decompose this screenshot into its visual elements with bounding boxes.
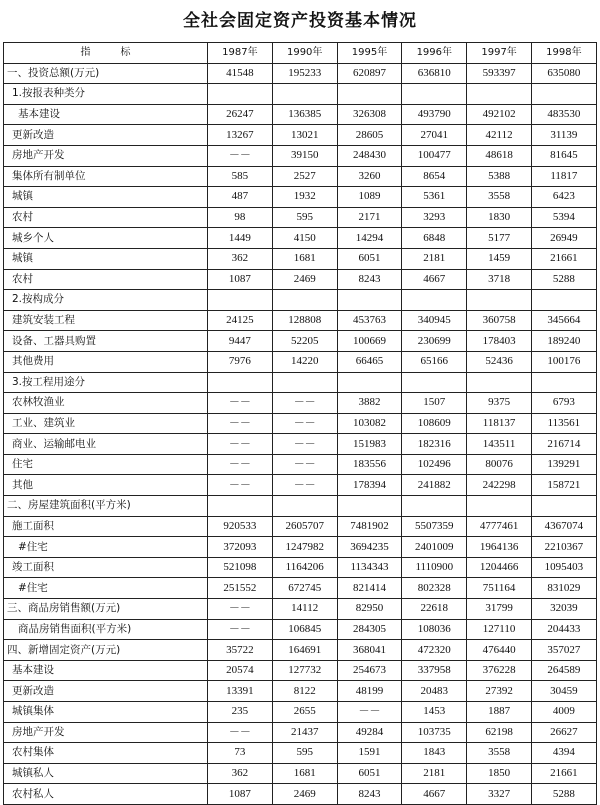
- table-row: [4, 310, 597, 331]
- table-cell: 143511: [467, 434, 532, 455]
- table-cell: 189240: [531, 331, 596, 352]
- table-cell: 483530: [531, 104, 596, 125]
- table-cell: [402, 290, 467, 311]
- table-cell: 521098: [208, 557, 273, 578]
- table-cell: [272, 372, 337, 393]
- table-cell: 2527: [272, 166, 337, 187]
- row-label: 商品房销售面积(平方米): [4, 619, 208, 640]
- table-row: [4, 228, 597, 249]
- table-cell: [531, 84, 596, 105]
- table-cell: 1247982: [272, 537, 337, 558]
- table-cell: 65166: [402, 351, 467, 372]
- row-label: #住宅: [4, 578, 208, 599]
- table-cell: [272, 290, 337, 311]
- row-label: 城镇私人: [4, 763, 208, 784]
- row-label: 城镇: [4, 248, 208, 269]
- table-cell: [337, 290, 402, 311]
- table-cell: 5288: [531, 269, 596, 290]
- table-cell: 9447: [208, 331, 273, 352]
- table-cell: 136385: [272, 104, 337, 125]
- table-cell: －－: [208, 619, 273, 640]
- row-label: 3.按工程用途分: [4, 372, 208, 393]
- table-cell: [208, 496, 273, 517]
- table-cell: 31139: [531, 125, 596, 146]
- table-cell: [337, 496, 402, 517]
- table-cell: 164691: [272, 640, 337, 661]
- row-label: 施工面积: [4, 516, 208, 537]
- table-cell: 487: [208, 187, 273, 208]
- table-cell: 254673: [337, 660, 402, 681]
- table-cell: 376228: [467, 660, 532, 681]
- table-cell: 22618: [402, 599, 467, 620]
- table-row: [4, 702, 597, 723]
- table-cell: 284305: [337, 619, 402, 640]
- table-cell: 103735: [402, 722, 467, 743]
- row-label: 建筑安装工程: [4, 310, 208, 331]
- table-cell: 1681: [272, 248, 337, 269]
- table-cell: 831029: [531, 578, 596, 599]
- table-cell: 242298: [467, 475, 532, 496]
- table-row: [4, 557, 597, 578]
- table-cell: 1134343: [337, 557, 402, 578]
- page-title: 全社会固定资产投资基本情况: [183, 11, 417, 31]
- table-row: [4, 351, 597, 372]
- table-row: [4, 393, 597, 414]
- table-cell: 35722: [208, 640, 273, 661]
- table-cell: 2401009: [402, 537, 467, 558]
- table-cell: －－: [208, 145, 273, 166]
- table-cell: 183556: [337, 454, 402, 475]
- table-cell: 113561: [531, 413, 596, 434]
- table-cell: 3718: [467, 269, 532, 290]
- row-label: 房地产开发: [4, 722, 208, 743]
- row-label: 更新改造: [4, 681, 208, 702]
- table-cell: 493790: [402, 104, 467, 125]
- table-row: [4, 578, 597, 599]
- row-label: 城镇: [4, 187, 208, 208]
- table-cell: 248430: [337, 145, 402, 166]
- row-label: 城乡个人: [4, 228, 208, 249]
- table-cell: 636810: [402, 63, 467, 84]
- table-row: [4, 290, 597, 311]
- table-cell: 1087: [208, 784, 273, 805]
- table-cell: 6051: [337, 248, 402, 269]
- table-cell: 9375: [467, 393, 532, 414]
- table-cell: 106845: [272, 619, 337, 640]
- row-label: 工业、建筑业: [4, 413, 208, 434]
- year-header: 1995年: [337, 43, 402, 64]
- table-cell: [208, 372, 273, 393]
- table-cell: 182316: [402, 434, 467, 455]
- table-cell: 3558: [467, 743, 532, 764]
- row-label: 农村集体: [4, 743, 208, 764]
- table-cell: 362: [208, 763, 273, 784]
- table-cell: 27041: [402, 125, 467, 146]
- table-cell: [272, 496, 337, 517]
- table-cell: 635080: [531, 63, 596, 84]
- year-header: 1997年: [467, 43, 532, 64]
- row-label: 四、新增固定资产(万元): [4, 640, 208, 661]
- table-cell: 1164206: [272, 557, 337, 578]
- table-cell: 360758: [467, 310, 532, 331]
- table-cell: 357027: [531, 640, 596, 661]
- table-row: [4, 63, 597, 84]
- table-cell: 3293: [402, 207, 467, 228]
- table-cell: 80076: [467, 454, 532, 475]
- table-cell: 3694235: [337, 537, 402, 558]
- table-cell: 802328: [402, 578, 467, 599]
- table-cell: －－: [208, 722, 273, 743]
- table-cell: 1932: [272, 187, 337, 208]
- row-label: 设备、工器具购置: [4, 331, 208, 352]
- table-cell: 41548: [208, 63, 273, 84]
- row-label: 一、投资总额(万元): [4, 63, 208, 84]
- table-cell: 595: [272, 207, 337, 228]
- table-cell: 492102: [467, 104, 532, 125]
- year-header: 1990年: [272, 43, 337, 64]
- table-cell: 1453: [402, 702, 467, 723]
- table-row: [4, 599, 597, 620]
- table-row: [4, 763, 597, 784]
- table-cell: [402, 84, 467, 105]
- table-cell: [337, 84, 402, 105]
- table-cell: 368041: [337, 640, 402, 661]
- table-cell: 1591: [337, 743, 402, 764]
- table-cell: 204433: [531, 619, 596, 640]
- table-cell: 585: [208, 166, 273, 187]
- table-cell: 2181: [402, 763, 467, 784]
- table-cell: 28605: [337, 125, 402, 146]
- year-header: 1996年: [402, 43, 467, 64]
- table-cell: 4150: [272, 228, 337, 249]
- row-label: 房地产开发: [4, 145, 208, 166]
- table-cell: －－: [208, 599, 273, 620]
- table-cell: 127110: [467, 619, 532, 640]
- table-cell: 14294: [337, 228, 402, 249]
- table-cell: 453763: [337, 310, 402, 331]
- row-label: 其他: [4, 475, 208, 496]
- table-cell: 98: [208, 207, 273, 228]
- year-header: 1998年: [531, 43, 596, 64]
- table-cell: 13267: [208, 125, 273, 146]
- table-cell: [208, 290, 273, 311]
- table-cell: 158721: [531, 475, 596, 496]
- table-cell: －－: [208, 393, 273, 414]
- table-row: [4, 413, 597, 434]
- table-cell: 8243: [337, 269, 402, 290]
- table-cell: [337, 372, 402, 393]
- table-cell: 6793: [531, 393, 596, 414]
- table-row: [4, 537, 597, 558]
- table-cell: 216714: [531, 434, 596, 455]
- table-cell: 14220: [272, 351, 337, 372]
- table-cell: 103082: [337, 413, 402, 434]
- table-row: [4, 454, 597, 475]
- row-label: #住宅: [4, 537, 208, 558]
- table-cell: 139291: [531, 454, 596, 475]
- table-cell: 6423: [531, 187, 596, 208]
- table-cell: 1830: [467, 207, 532, 228]
- table-cell: 2210367: [531, 537, 596, 558]
- table-cell: 3327: [467, 784, 532, 805]
- table-cell: 1204466: [467, 557, 532, 578]
- table-cell: 128808: [272, 310, 337, 331]
- table-cell: －－: [272, 475, 337, 496]
- row-label: 二、房屋建筑面积(平方米): [4, 496, 208, 517]
- table-cell: [402, 496, 467, 517]
- row-label: 1.按报表种类分: [4, 84, 208, 105]
- row-label: 2.按构成分: [4, 290, 208, 311]
- table-cell: [467, 496, 532, 517]
- table-row: [4, 619, 597, 640]
- table-cell: 1964136: [467, 537, 532, 558]
- table-cell: 3882: [337, 393, 402, 414]
- table-cell: 102496: [402, 454, 467, 475]
- table-cell: 1843: [402, 743, 467, 764]
- table-row: [4, 496, 597, 517]
- table-row: [4, 434, 597, 455]
- table-row: [4, 104, 597, 125]
- table-cell: 372093: [208, 537, 273, 558]
- table-cell: 42112: [467, 125, 532, 146]
- table-cell: 178403: [467, 331, 532, 352]
- table-cell: 472320: [402, 640, 467, 661]
- table-cell: 5507359: [402, 516, 467, 537]
- table-cell: 27392: [467, 681, 532, 702]
- table-cell: 1681: [272, 763, 337, 784]
- table-cell: 30459: [531, 681, 596, 702]
- table-row: [4, 248, 597, 269]
- table-cell: 620897: [337, 63, 402, 84]
- indicator-header: 指 标: [4, 43, 208, 64]
- table-cell: 127732: [272, 660, 337, 681]
- row-label: 竣工面积: [4, 557, 208, 578]
- table-cell: 4777461: [467, 516, 532, 537]
- table-cell: 52205: [272, 331, 337, 352]
- table-cell: 821414: [337, 578, 402, 599]
- table-cell: [467, 84, 532, 105]
- table-row: [4, 331, 597, 352]
- table-cell: －－: [208, 434, 273, 455]
- table-cell: 8243: [337, 784, 402, 805]
- table-cell: 241882: [402, 475, 467, 496]
- table-cell: 264589: [531, 660, 596, 681]
- table-cell: 1087: [208, 269, 273, 290]
- table-row: [4, 125, 597, 146]
- table-cell: 595: [272, 743, 337, 764]
- row-label: 农村: [4, 207, 208, 228]
- table-cell: 82950: [337, 599, 402, 620]
- table-cell: 1459: [467, 248, 532, 269]
- table-row: [4, 166, 597, 187]
- table-cell: －－: [208, 454, 273, 475]
- table-cell: 20483: [402, 681, 467, 702]
- table-cell: 593397: [467, 63, 532, 84]
- table-cell: 48618: [467, 145, 532, 166]
- table-cell: 4667: [402, 269, 467, 290]
- row-label: 住宅: [4, 454, 208, 475]
- table-cell: 751164: [467, 578, 532, 599]
- table-cell: 26627: [531, 722, 596, 743]
- table-cell: 1507: [402, 393, 467, 414]
- table-cell: 8122: [272, 681, 337, 702]
- table-cell: 6848: [402, 228, 467, 249]
- table-cell: 151983: [337, 434, 402, 455]
- table-cell: 100477: [402, 145, 467, 166]
- table-cell: 100176: [531, 351, 596, 372]
- table-cell: 62198: [467, 722, 532, 743]
- table-cell: 1089: [337, 187, 402, 208]
- table-row: [4, 269, 597, 290]
- table-cell: 1887: [467, 702, 532, 723]
- table-cell: [467, 372, 532, 393]
- table-cell: [208, 84, 273, 105]
- table-cell: 362: [208, 248, 273, 269]
- table-cell: 5394: [531, 207, 596, 228]
- table-cell: 21661: [531, 248, 596, 269]
- table-cell: [272, 84, 337, 105]
- table-row: [4, 187, 597, 208]
- table-cell: 108036: [402, 619, 467, 640]
- table-cell: 340945: [402, 310, 467, 331]
- table-cell: 2469: [272, 784, 337, 805]
- row-label: 农村私人: [4, 784, 208, 805]
- table-body: [4, 63, 597, 804]
- table-cell: －－: [337, 702, 402, 723]
- table-cell: 32039: [531, 599, 596, 620]
- table-cell: 178394: [337, 475, 402, 496]
- table-cell: 235: [208, 702, 273, 723]
- table-cell: [531, 372, 596, 393]
- table-cell: 345664: [531, 310, 596, 331]
- table-cell: 7976: [208, 351, 273, 372]
- table-cell: 476440: [467, 640, 532, 661]
- table-cell: 21437: [272, 722, 337, 743]
- table-cell: 4009: [531, 702, 596, 723]
- table-cell: －－: [272, 454, 337, 475]
- table-cell: [531, 496, 596, 517]
- table-cell: 3558: [467, 187, 532, 208]
- table-cell: 2469: [272, 269, 337, 290]
- table-cell: 6051: [337, 763, 402, 784]
- table-cell: 108609: [402, 413, 467, 434]
- table-cell: 11817: [531, 166, 596, 187]
- row-label: 商业、运输邮电业: [4, 434, 208, 455]
- table-cell: －－: [272, 393, 337, 414]
- table-cell: 2181: [402, 248, 467, 269]
- row-label: 基本建设: [4, 104, 208, 125]
- table-cell: 26247: [208, 104, 273, 125]
- table-cell: 7481902: [337, 516, 402, 537]
- table-cell: 2171: [337, 207, 402, 228]
- table-row: [4, 722, 597, 743]
- table-cell: 4394: [531, 743, 596, 764]
- table-row: [4, 640, 597, 661]
- table-cell: 24125: [208, 310, 273, 331]
- table-cell: [531, 290, 596, 311]
- table-cell: 5177: [467, 228, 532, 249]
- table-cell: 14112: [272, 599, 337, 620]
- table-row: [4, 84, 597, 105]
- table-cell: [402, 372, 467, 393]
- table-cell: 81645: [531, 145, 596, 166]
- row-label: 基本建设: [4, 660, 208, 681]
- table-cell: 13021: [272, 125, 337, 146]
- table-cell: －－: [208, 413, 273, 434]
- table-cell: 230699: [402, 331, 467, 352]
- table-cell: －－: [272, 413, 337, 434]
- table-cell: 21661: [531, 763, 596, 784]
- table-cell: 49284: [337, 722, 402, 743]
- table-cell: 2605707: [272, 516, 337, 537]
- table-cell: 326308: [337, 104, 402, 125]
- table-row: [4, 475, 597, 496]
- table-cell: 13391: [208, 681, 273, 702]
- table-cell: 2655: [272, 702, 337, 723]
- row-label: 农村: [4, 269, 208, 290]
- table-cell: 1850: [467, 763, 532, 784]
- table-cell: 39150: [272, 145, 337, 166]
- table-row: [4, 145, 597, 166]
- table-cell: 920533: [208, 516, 273, 537]
- investment-table: [3, 42, 597, 805]
- row-label: 城镇集体: [4, 702, 208, 723]
- table-cell: 118137: [467, 413, 532, 434]
- table-cell: 5361: [402, 187, 467, 208]
- table-cell: 73: [208, 743, 273, 764]
- table-cell: 1449: [208, 228, 273, 249]
- table-cell: 52436: [467, 351, 532, 372]
- table-row: [4, 784, 597, 805]
- table-row: [4, 681, 597, 702]
- table-row: [4, 516, 597, 537]
- row-label: 其他费用: [4, 351, 208, 372]
- table-cell: 8654: [402, 166, 467, 187]
- table-cell: 3260: [337, 166, 402, 187]
- table-cell: －－: [272, 434, 337, 455]
- table-cell: 195233: [272, 63, 337, 84]
- table-cell: 672745: [272, 578, 337, 599]
- table-cell: 66465: [337, 351, 402, 372]
- table-cell: 26949: [531, 228, 596, 249]
- table-cell: [467, 290, 532, 311]
- table-cell: 20574: [208, 660, 273, 681]
- table-cell: 251552: [208, 578, 273, 599]
- table-row: [4, 660, 597, 681]
- row-label: 集体所有制单位: [4, 166, 208, 187]
- table-cell: 5288: [531, 784, 596, 805]
- table-cell: 100669: [337, 331, 402, 352]
- table-cell: 1110900: [402, 557, 467, 578]
- year-header: 1987年: [208, 43, 273, 64]
- table-cell: 337958: [402, 660, 467, 681]
- row-label: 农林牧渔业: [4, 393, 208, 414]
- row-label: 更新改造: [4, 125, 208, 146]
- table-cell: 4667: [402, 784, 467, 805]
- table-cell: 4367074: [531, 516, 596, 537]
- table-cell: 31799: [467, 599, 532, 620]
- table-cell: 48199: [337, 681, 402, 702]
- table-row: [4, 372, 597, 393]
- table-cell: 5388: [467, 166, 532, 187]
- table-row: [4, 743, 597, 764]
- table-row: [4, 207, 597, 228]
- table-cell: 1095403: [531, 557, 596, 578]
- table-cell: －－: [208, 475, 273, 496]
- header-row: [4, 43, 597, 64]
- row-label: 三、商品房销售额(万元): [4, 599, 208, 620]
